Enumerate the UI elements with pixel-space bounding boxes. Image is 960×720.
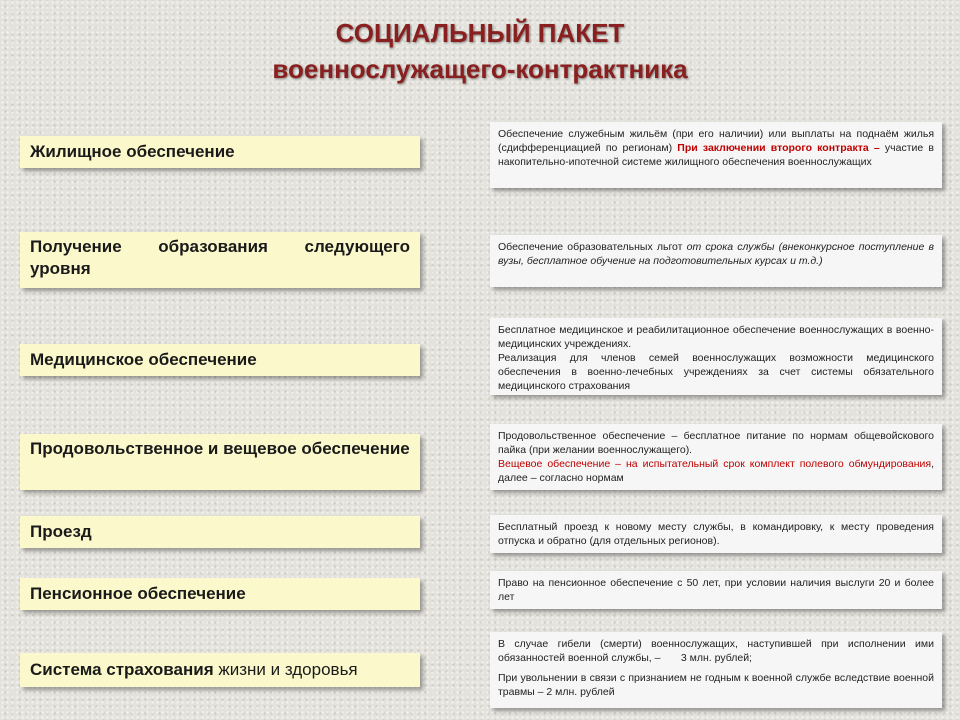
page-subtitle: военнослужащего-контрактника (272, 54, 688, 84)
category-pension: Пенсионное обеспечение (20, 578, 420, 610)
desc-food-p1: Продовольственное обеспечение – бесплатное питание по нормам общевойскового пайка (при желании военнослужащего). (498, 430, 934, 456)
desc-medical-p2: Реализация для членов семей военнослужащих возможности медицинского обеспечения в военно-лечебных учреждениях за счет системы обязательного медицинского страхования (498, 352, 934, 392)
desc-education-italic: от срока службы (внеконкурсное поступление в вузы, бесплатное обучение на подготовительных курсах и т.д.) (498, 241, 934, 267)
desc-medical (490, 318, 942, 395)
desc-pension: Право на пенсионное обеспечение с 50 лет, при условии наличия выслуги 20 и более лет (490, 571, 942, 609)
desc-housing-text1: Обеспечение служебным жильём (при его наличии) или выплаты на поднаём жилья (сдифференциацией по регионам) (498, 128, 934, 154)
desc-insurance-p2: При увольнении в связи с признанием не годным к военной службе вследствие военной травмы – 2 млн. рублей (498, 672, 934, 698)
desc-education-text1: Обеспечение образовательных льгот (498, 241, 687, 253)
category-insurance (20, 653, 420, 687)
desc-food-tail: , далее – согласно нормам (498, 458, 934, 484)
category-insurance-bold: Система страхования (30, 660, 214, 679)
desc-education (490, 235, 942, 287)
desc-insurance (490, 632, 942, 708)
category-medical: Медицинское обеспечение (20, 344, 420, 376)
category-food-clothing: Продовольственное и вещевое обеспечение (20, 434, 420, 490)
desc-food-clothing (490, 424, 942, 490)
desc-housing (490, 122, 942, 188)
category-education: Получение образования следующего уровня (20, 232, 420, 288)
desc-housing-text2: участие в накопительно-ипотечной системе жилищного обеспечения военнослужащих (498, 142, 934, 168)
page-title: СОЦИАЛЬНЫЙ ПАКЕТ (335, 18, 625, 48)
desc-medical-p1: Бесплатное медицинское и реабилитационное обеспечение военнослужащих в военно-медицинских учреждениях. (498, 324, 934, 350)
desc-housing-red: При заключении второго контракта – (677, 142, 880, 154)
desc-insurance-p1: В случае гибели (смерти) военнослужащих, наступившей при исполнении ими обязанностей военной службы, – 3 млн. рублей; (498, 638, 937, 664)
desc-food-red: Вещевое обеспечение – на испытательный срок комплект полевого обмундирования (498, 458, 932, 470)
category-housing: Жилищное обеспечение (20, 136, 420, 168)
desc-food-p2 (498, 457, 934, 485)
category-travel: Проезд (20, 516, 420, 548)
category-insurance-rest: жизни и здоровья (213, 660, 358, 679)
desc-travel: Бесплатный проезд к новому месту службы, в командировку, к месту проведения отпуска и обратно (для отдельных регионов). (490, 515, 942, 553)
